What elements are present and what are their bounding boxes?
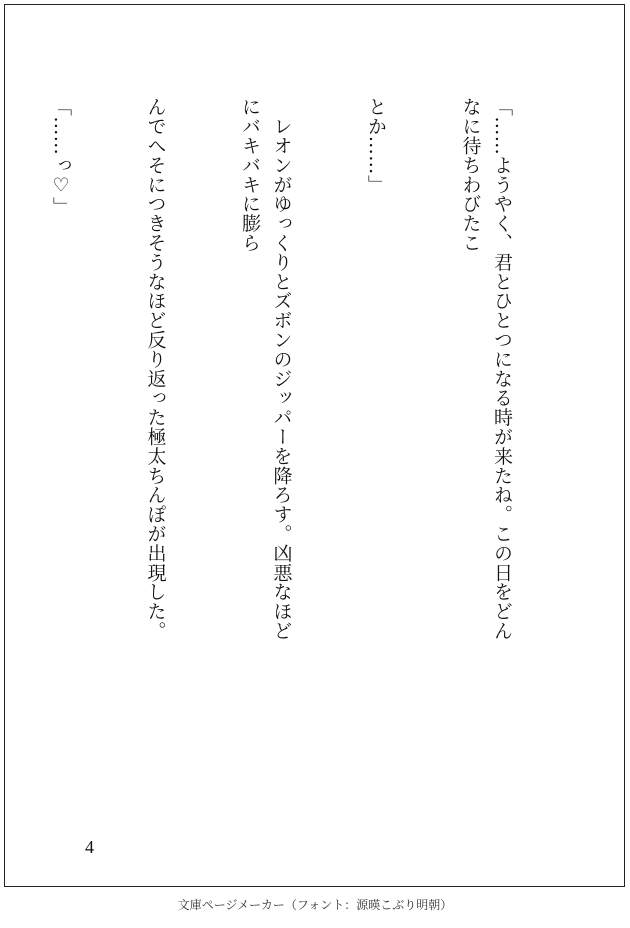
page-number: 4 (85, 837, 94, 857)
vertical-body-text (0, 97, 580, 657)
text-line: とか……」 (365, 97, 387, 194)
text-line: 「……ようやく、君とひとつになる時が来たね。この日をどんなに待ちわびたこ (459, 97, 513, 641)
text-line: レオンがゆっくりとズボンのジッパーを降ろす。凶悪なほどにバキバキに膨ら (239, 97, 293, 641)
text-line: 「……っ♡」 (50, 97, 72, 217)
footer-caption: 文庫ページメーカー（フォント：源暎こぶり明朝） (177, 898, 453, 912)
text-line: んでへそにつきそうなほど反り返った極太ちんぽが出現した。 (144, 97, 167, 641)
book-page (4, 4, 625, 887)
